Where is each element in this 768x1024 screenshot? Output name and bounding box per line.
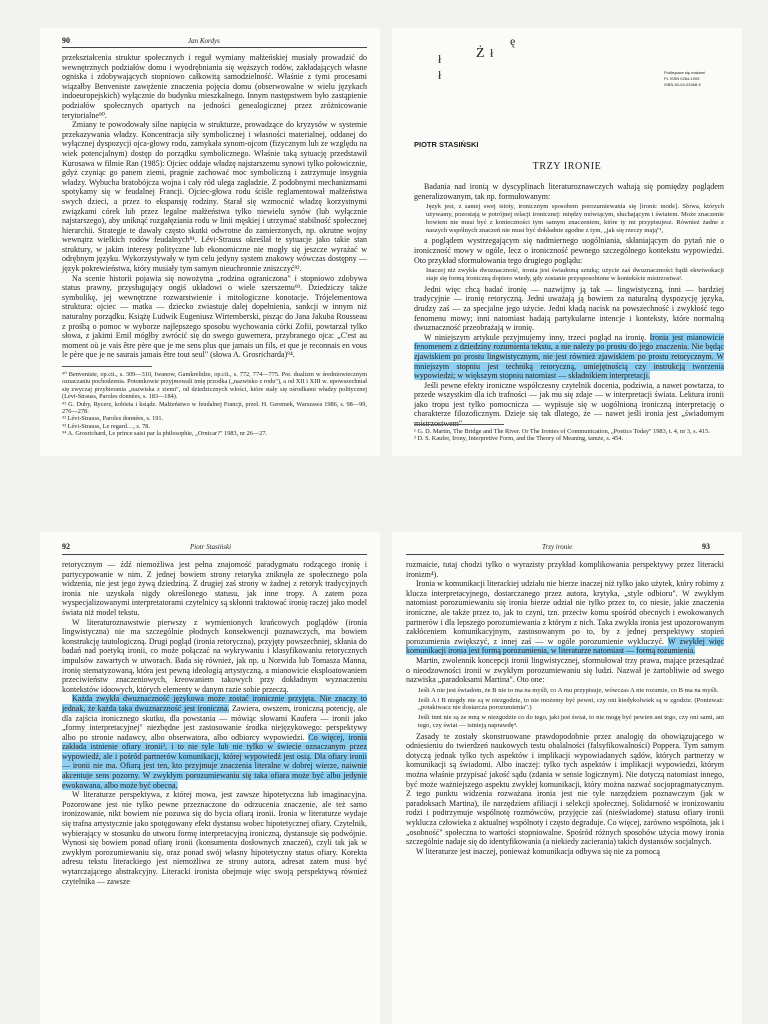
paragraph: Zasady te zostały skonstruowane prawdopodobnie przez analogię do obowiązującego w odniesieniu do twierdzeń naukowych testu obalalności (falsyfikowalności) Poppera. Tym samym dotyczą jednak tylko tych aspektów i implikacji wypowiadanych sądów, których partnerzy w komunikacji są świadomi. Albo inaczej: tylko tych aspektów i implikacji wypowiedzi, którym można właśnie przypisać jakość sądu (zdania w sensie logicznym). Nie dotyczą natomiast innego, być może ważniejszego aspektu zwykłej komunikacji, który można nazwać socjopragmatycznym. Z tego punktu widzenia rozważana ironia jest nie tyle narzędziem poznawczym (jak w paradoksach Martina), ile narzędziem afiliacji i selekcji społecznej. Solidarność w ironizowaniu rodzi i podtrzymuje wspólnotę rozmówców, przyjęcie zaś (nieświadome) statusu ofiary ironii wyklucza człowieka z aktualnej wspólnoty i często degraduje. Co więcej, zarówno wspólnota, jak i „osobność" społeczna to wartości stopniowalne. Spośród różnych sposobów użycia mowy ironia szczególnie nadaje się do identyfikowania (a niekiedy zacierania) takich dystansów socjalnych. bbox=[406, 731, 724, 847]
stray-mark: ę bbox=[510, 34, 516, 48]
footnote-rule bbox=[62, 366, 152, 367]
header-rule bbox=[62, 47, 367, 48]
stamp-line: Podlegowe się makami bbox=[664, 70, 706, 75]
footnotes bbox=[62, 371, 367, 438]
footnote: ⁹⁰ Benveniste, op.cit., s. 309—310, Iwanow, Gamkrelidze, op.cit., s. 772, 774—775. Por. dualizm w średniowiecznym oznaczaniu pochodzenia. Potomkowie przyjmowali imię przodka („nazwisko z rodu"), a od XII i XIII w. upowszechniał się zwyczaj przybierania „nazwiska z ziemi", od dziedzicznych włości, które stały się ośrodkami władzy politycznej (Lévi-Strauss, Paroles données, s. 183—184). bbox=[62, 371, 367, 401]
highlighted-passage: W zwykłej więc komunikacji ironia jest formą porozumienia, w literaturze natomiast — formą rozumienia. bbox=[406, 636, 724, 656]
block-quote: Język jest, z samej swej istoty, ironicznym sposobem porozumiewania się [ironic mode]. Słowa, których używamy, pozostają w potrójnej relacji ironicznej: między mówiącym, słuchającym i światem. Może znaczenie bowiem nie musi być z konieczności tym samym znaczeniem, które ty mi przypisujesz. Również żadne z naszych wspólnych znaczeń nie musi być dokładnie zgodne z tym, „jak się rzeczy mają"¹, bbox=[426, 203, 724, 234]
highlighted-passage: Co więcej, ironia zakłada istnienie ofiary ironii³, i to nie tyle lub nie tylko w świecie oznaczanym przez wypowiedź, ale i pośród partnerów komunikacji, której wypowiedź jest osią. Dla ofiary ironii — ironii nie ma. Ofiarą jest ten, kto przyjmuje znaczenia literalne w dobrej wierze, naiwnie akcentuje sens pozorny. W zwykłym porozumiewaniu się taka ofiara może być albo jedynie ewokowana, albo może być obecna. bbox=[62, 732, 368, 790]
running-head: Piotr Stasiński bbox=[190, 543, 232, 551]
paragraph: rozmaicie, tutaj chodzi tylko o wyrazisty przykład komplikowania perspektywy przez literacki ironizm⁴). bbox=[406, 560, 724, 579]
paragraph: Martin, zwolennik koncepcji ironii lingwistycznej, sformułował trzy prawa, mające przesądzać o nieodzowności ironii w zwykłym porozumiewaniu się ludzi. Nazwał je żartobliwie od swego nazwiska „paradoksami Martina". Oto one: bbox=[406, 655, 724, 685]
paragraph bbox=[406, 579, 724, 656]
running-head: Trzy ironie bbox=[542, 543, 573, 551]
body-text bbox=[62, 560, 367, 886]
stray-mark: Ż bbox=[476, 46, 485, 61]
paragraph: Na scenie historii pojawia się nowożytna „rodzina ograniczona" i stopniowo zdobywa status prawny, przysługujący ongiś układowi o wiele szerszemu⁹³. Dziedziczy także symbolikę, jej wewnętrzne rozwarstwienie i mitologiczne konotacje. Trójelementowa struktura: ojciec — matka — dziecko zwiastuje dalej dopełnienia, sankcji w innym niż naturalny porządku. Książę Ludwik Eugeniusz Wirtemberski, pisząc do Jana Jakuba Rousseau z prośbą o pomoc w wyborze najlepszego sposobu wychowania córki Zofii, powtarzał tylko słowa, z jakimi Emil mógłby zwrócić się do swego guwernera, przybranego ojca: „C'est au moment où je vais être père que je me sens plus que jamais un fils, et que je reconnais en vous le père que je ne saurais jamais être tout seul" (słowa A. Grosricharda)⁹⁴. bbox=[62, 273, 367, 360]
page-91 bbox=[392, 28, 742, 456]
footnote: ⁹¹ G. Duby, Rycerz, kobieta i ksiądz. Małżeństwo w feudalnej Francji, przeł. H. Geremek, Warszawa 1986, s. 98—99, 276—278. bbox=[62, 400, 367, 416]
paragraph-text: Ironia w komunikacji literackiej udziału nie bierze inaczej niż tylko jako użytek, który robimy z klucza interpretacyjnego, dostarczanego przez autora, krytyka, „style odbioru". W zwykłym natomiast porozumiewaniu się ironia bierze udział nie tylko przez to, co niesie, jakie znaczenia ironiczne, ale także przez to, jak to czyni, tzn. przeciw komu spośród obecnych i ewokowanych partnerów i dla lepszego porozumiewania z którym z nich. Taka zwykła ironia jest upozorowanym zakłóceniem komunikacyjnym, zastosowanym po to, by z jednej perspektywy stopień porozumienia zwiększyć, z innej zaś — w ogóle porozumienie wykluczyć. bbox=[406, 579, 724, 646]
footnote: ⁹³ Lévi-Strauss, Le regard…, s. 78. bbox=[62, 422, 150, 430]
page-number: 93 bbox=[702, 542, 710, 551]
paragraph bbox=[414, 333, 724, 381]
highlighted-passage: Ironia jest mianowicie fenomenem z dziedziny rozumienia tekstu, a nie należy po prostu do jego znaczenia. Nie będąc zjawiskiem po prostu lingwistycznym, nie jest również zjawiskiem po prostu retorycznym. W mniejszym stopniu jest techniką retoryczną, umiejętnością czy instrukcją tworzenia wypowiedzi; w większym stopniu natomiast — składnikiem interpretacji. bbox=[414, 332, 724, 381]
stray-mark: ł bbox=[438, 52, 442, 66]
paragraph: Zmiany te powodowały silne napięcia w strukturze, prowadzące do kryzysów w systemie przekazywania władzy. Koncentracja siły symbolicznej i własności materialnej, oddanej do wyłącznej dyspozycji ojca-głowy rodu, zamykała synom-ojcom (fizycznym lub ze względu na wiek potencjalnym) dostęp do porządku symbolicznego. Właśnie taką sytuację przedstawił Kurosawa w filmie Ran (1985): Ojciec oddaje władzę najstarszemu synowi tylko połowicznie, gdyż czyniąc go panem ziemi, pragnie zachować moc symboliczną i zatrzymuje insygnia władzy. Wybucha bratobójcza wojna i cały ród ulega zagładzie. Z podobnymi mechanizmami spotykamy się w feudalnej Francji. Ojciec-głowa rodu ściśle reglamentował małżeństwa swych dzieci, a przez to ekspansję rodziny. Starał się wzmocnić władzę korzystnymi związkami córek lub przez legalne małżeństwa tylko niewielu synów (lub wyłącznie najstarszego), aby uniknąć rozgałęziania rodu w linii męskiej i utrzymać stabilność społecznej hierarchii. Strategie te dawały często skutki odwrotne do zamierzonych, np. okrutne wojny wewnątrz wielkich rodów feudalnych⁹¹. Lévi-Strauss określał te sytuacje jako takie stan struktury, w jakim interesy polityczne lub ekonomiczne nie mogły się jeszcze wyrażać w odrębnym języku. Wykorzystywały w tym celu jedyny system znakowy wówczas dostępny — język pokrewieństwa, który musiały tym samym nieuchronnie zniszczyć⁹². bbox=[62, 120, 367, 274]
law-item: Jeśli A i B niegdy nie są w niezgodzie, to nie możemy być pewni, czy oni kiedykolwiek są w zgodzie. (Ponieważ: „potakiwacz nie dostarcza porozumienia".) bbox=[418, 696, 724, 712]
running-head: Jan Kordys bbox=[188, 37, 220, 45]
article-author: PIOTR STASIŃSKI bbox=[414, 140, 479, 149]
paragraph: retorycznym — źdź niemożliwa jest pełna znajomość paradygmatu rodzącego ironię i partycypowanie w nim. Z jednej bowiem strony retoryka zniknęła ze społecznego pola widzenia, nie jest jego żywą dziedziną. Z drugiej zaś strony w żadnej z retoryk tradycyjnych ironia nie uzyskała nigdy określonego statusu, jak inne tropy. A zatem poza wyspecjalizowanymi interpretatorami czytelnicy są skłonni traktować ironię raczej jako model świata niż model tekstu. bbox=[62, 560, 367, 617]
paragraph bbox=[62, 694, 367, 790]
law-item: Jeśli inni nie są ze mną w niezgodzie co do tego, jaki jest świat, to nie mogę być pewien ani tego, czy oni sami, ani tego, czy świat — istnieją naprawdę⁴. bbox=[418, 714, 724, 729]
paragraph: przekształcenia struktur społecznych i reguł wymiany małżeńskiej musiały prowadzić do wewnętrznych podziałów domu i wyodrębniania się węższych rodów, zakładających własne ogniska i zdobywających stopniowo całkowitą samodzielność. Właśnie z tymi procesami wiązałby Benveniste zawężenie znaczenia pojęcia domu (obserwowalne w wielu językach indoeuropejskich) wyłącznie do budynku mieszkalnego. Innym następstwem było zastąpienie podziałów społecznych opartych na jedności genealogicznej przez zróżnicowanie terytorialne⁹⁰. bbox=[62, 53, 367, 120]
law-item: Jeśli A nie jest świadom, że B nie to ma na myśli, co A mu przypisuje, wówczas A nie rozumie, co B ma na myśli. bbox=[418, 686, 719, 694]
paragraph: W literaturoznawstwie pierwszy z wymienionych krańcowych poglądów (ironia lingwistyczna) nie ma szczególnie płodnych konsekwencji poznawczych, ma bowiem konstrukcję tautologiczną. Drugi pogląd (ironia retoryczna), przyjęty powszechniej, skłania do badań nad poetyką ironii, co może połączać na wykrywaniu i klasyfikowaniu retorycznych impulsów zawartych w utworach. Bada się również, jak np. u Norwida lub Tomasza Manna, ironię stematyzowaną, która jest pewną ideologią artystyczną, a mianowicie eksploatowaniem przeciwieństw znaczeniowych, kreowaniem takowych przy dokładnym wyznaczeniu kontekstów idoowych, których elementy w danym razie sobie przeczą. bbox=[62, 617, 367, 694]
header-rule bbox=[406, 554, 724, 555]
paragraph: W literaturze jest inaczej, ponieważ komunikacja odbywa się nie za pomocą bbox=[416, 846, 660, 856]
highlighted-passage: Każda zwykła dwuznaczność językowa może zostać ironicznie przyjęta. Nie znaczy to jednak, że każda taka dwuznaczność jest ironiczna. bbox=[62, 694, 367, 713]
intro-paragraph: Badania nad ironią w dyscyplinach literaturoznawczych wahają się pomiędzy poglądem generalizowanym, tak np. formułowanym: bbox=[414, 182, 724, 201]
footnote: ⁹⁴ A. Grosrichard, Le prince saisi par la philosophie, „Ornicar?" 1983, nr 26—27. bbox=[62, 430, 268, 438]
paragraph: a poglądem wystrzegającym się nadmiernego uogólniania, skłaniającym do pytań nie o ironiczność mowy w ogóle, lecz o ironiczność pewnego szczególnego kontekstu wypowiedzi. Oto przykład sformułowania tego drugiego poglądu: bbox=[414, 236, 724, 265]
paragraph: W literaturze perspektywa, z której mowa, jest zawsze hipotetyczna lub imaginacyjna. Pozorowane jest nie tylko pewne przeznaczone do odrzucenia znaczenie, ale też samo ironizowanie, nikt bowiem nie pozuwa się do bycia ofiarą ironii. Ironia w literaturze wydaje się trafna artystycznie jako spotęgowany efekt dystansu wobec hipotetycznej ofiary. Czytelnik, wybierający w stosunku do utworu formę interpretacyjną ironiczną, dystansuje się podwójnie. Wynosi się bowiem ponad ofiarę ironii (konsumenta dosłownych znaczeń), czyli tak jak w zwykłym porozumiewaniu się, oraz ponad swój własny hipotetyczny status ofiary. Korekta adresu tekstu literackiego jest niemożliwa ze strony autora, adresat zatem musi być wytarczającego abstrakcyjny. Literacki ironista obejmuje więc swoją perspektywą również czytelnika — zawsze bbox=[62, 790, 367, 886]
paragraph: Jedni więc chcą badać ironię — nazwijmy ją tak — lingwistyczną, inni — bardziej tradycyjnie — ironię retoryczną. Jedni uważają ją bowiem za naturalną dyspozycję języka, drudzy zaś — za specjalne jego użycie. Jedni kładą nacisk na powszechność i zwykłość tego fenomenu mowy; inni natomiast badają partykularne intencje i konteksty, które normalną dwuznaczność przeobrażają w ironię. bbox=[414, 284, 724, 333]
body-text bbox=[414, 182, 724, 429]
publication-stamp bbox=[664, 70, 738, 88]
page-number: 90 bbox=[62, 36, 70, 45]
footnote: ⁹² Lévi-Strauss, Paroles données, s. 191. bbox=[62, 415, 164, 423]
footnote: ² D. S. Kaufer, Irony, Interpretive Form, and the Theory of Meaning, tamże, s. 454. bbox=[414, 435, 624, 443]
footnotes bbox=[414, 428, 724, 443]
paragraph-text: W niniejszym artykule przyjmujemy inny, trzeci pogląd na ironię. bbox=[424, 332, 650, 342]
body-text bbox=[62, 53, 367, 360]
footnote: ¹ G. D. Martin, The Bridge and The River. Or The Ironies of Communication, „Poetics Today" 1983, t. 4, nr 3, s. 415. bbox=[414, 428, 710, 435]
page-number: 92 bbox=[62, 542, 70, 551]
page-92 bbox=[40, 532, 380, 1024]
header-rule bbox=[62, 554, 367, 555]
stray-mark: ł bbox=[438, 68, 442, 82]
article-title: TRZY IRONIE bbox=[532, 161, 602, 172]
paragraph: Jeśli pewne efekty ironiczne współczesny czytelnik docenia, podziwia, a nawet powtarza, to przede wszystkim dla ich trafności — jak mu się zdaje — w interpretacji świata. Lektura ironii jako tropu jest tylko pomocnicza — wypisuje się w uogólnioną ironiczną interpretację o charakterze filozoficznym. Dzieje się tak dlatego, że — nawet jeśli ironia jest „świadomym bbox=[414, 380, 724, 419]
paragraph-text: Zawiera, owszem, ironiczną potencję, ale dla zajścia ironicznego skutku, dla powstania — mówiąc słowami Kaufera — ironii jako „formy interpretacyjnej" niezbędne jest zastosowanie środka niejęzykowego: perspektywy albo po stronie nadawcy, albo obserwatora, albo odbiorcy wypowiedzi. bbox=[62, 703, 367, 742]
footnote-rule bbox=[414, 424, 504, 425]
block-quote: Inaczej niż zwykła dwuznaczność, ironia jest świadomą sztuką; użycie zaś dwuznaczności bądź ekwiwokacji staje się formą ironiczną dopiero wtedy, gdy zostanie przysposobione w kontekście mistrzostwa². bbox=[426, 267, 724, 282]
page-93 bbox=[392, 532, 742, 1024]
stamp-line: ISBN 83-04-03468-9 bbox=[664, 82, 701, 87]
stray-mark: ł bbox=[490, 46, 494, 60]
page-90 bbox=[40, 28, 380, 456]
stamp-line: PL ISSN 0284-1905 bbox=[664, 76, 700, 81]
body-text bbox=[406, 560, 724, 856]
